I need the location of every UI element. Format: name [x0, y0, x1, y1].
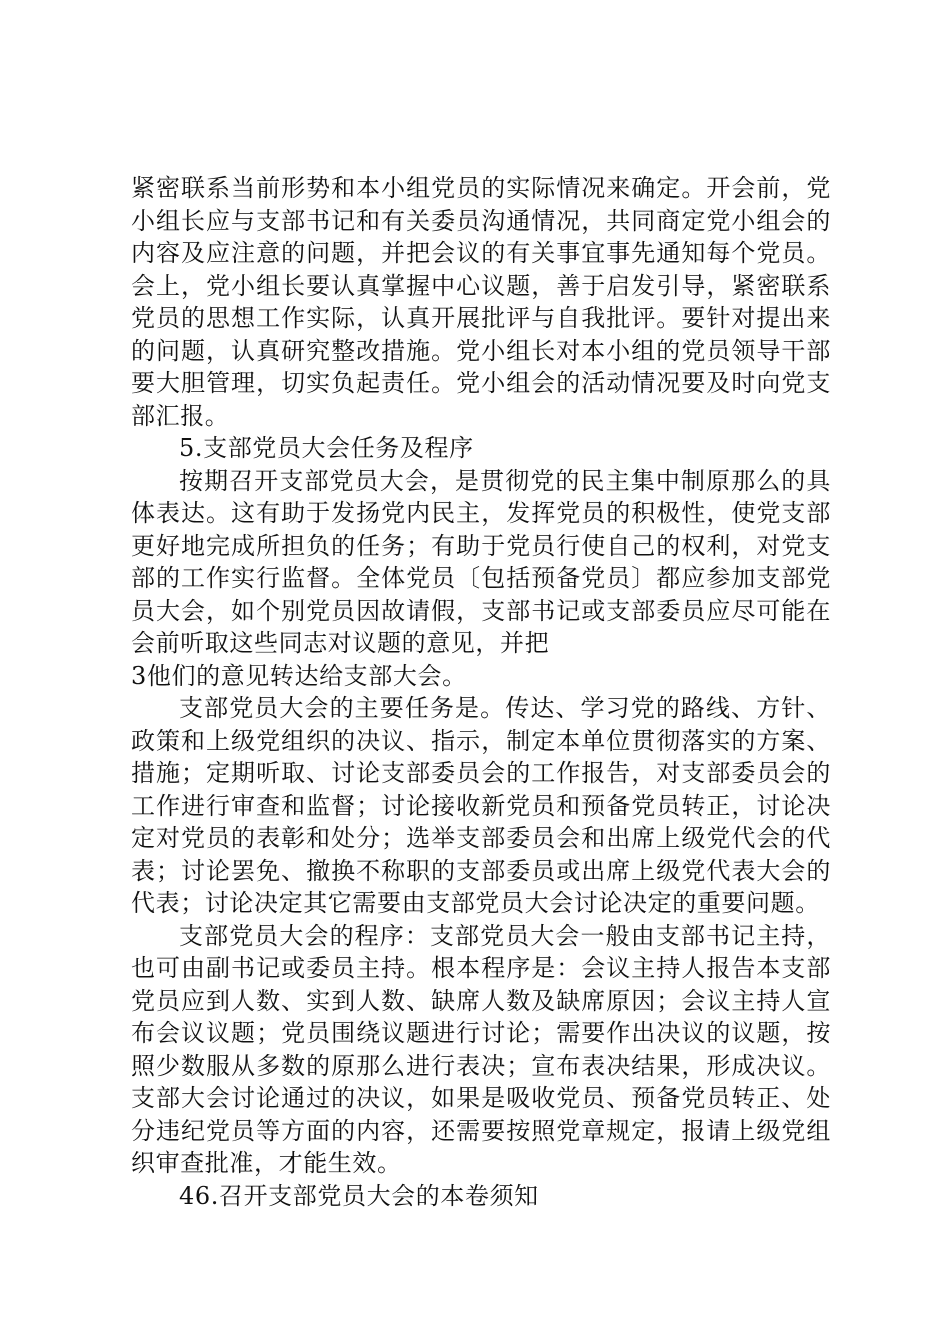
paragraph-4: 支部党员大会的主要任务是。传达、学习党的路线、方针、政策和上级党组织的决议、指示，制定本单位贯彻落实的方案、措施；定期听取、讨论支部委员会的工作报告，对支部委员会的工作进行审查和监督；讨论接收新党员和预备党员转正，讨论决定对党员的表彰和处分；选举支部委员会和出席上级党代会的代表；讨论罢免、撤换不称职的支部委员或出席上级党代表大会的代表；讨论决定其它需要由支部党员大会讨论决定的重要问题。: [131, 694, 831, 917]
paragraph-3: 3他们的意见转达给支部大会。: [131, 661, 467, 690]
document-body: [131, 172, 831, 1212]
section-heading-46: 46.召开支部党员大会的本卷须知: [179, 1181, 539, 1210]
section-heading-5: 5.支部党员大会任务及程序: [179, 434, 474, 462]
paragraph-1: 紧密联系当前形势和本小组党员的实际情况来确定。开会前，党小组长应与支部书记和有关委员沟通情况，共同商定党小组会的内容及应注意的问题，并把会议的有关事宜事先通知每个党员。会上，党小组长要认真掌握中心议题，善于启发引导，紧密联系党员的思想工作实际，认真开展批评与自我批评。要针对提出来的问题，认真研究整改措施。党小组长对本小组的党员领导干部要大胆管理，切实负起责任。党小组会的活动情况要及时向党支部汇报。: [131, 174, 831, 430]
paragraph-5: 支部党员大会的程序：支部党员大会一般由支部书记主持，也可由副书记或委员主持。根本程序是：会议主持人报告本支部党员应到人数、实到人数、缺席人数及缺席原因；会议主持人宣布会议议题；党员围绕议题进行讨论；需要作出决议的议题，按照少数服从多数的原那么进行表决；宣布表决结果，形成决议。支部大会讨论通过的决议，如果是吸收党员、预备党员转正、处分违纪党员等方面的内容，还需要按照党章规定，报请上级党组织审查批准，才能生效。: [131, 921, 831, 1177]
paragraph-2: 按期召开支部党员大会，是贯彻党的民主集中制原那么的具体表达。这有助于发扬党内民主，发挥党员的积极性，使党支部更好地完成所担负的任务；有助于党员行使自己的权利，对党支部的工作实行监督。全体党员〔包括预备党员〕都应参加支部党员大会，如个别党员因故请假，支部书记或支部委员应尽可能在会前听取这些同志对议题的意见，并把: [131, 466, 831, 657]
